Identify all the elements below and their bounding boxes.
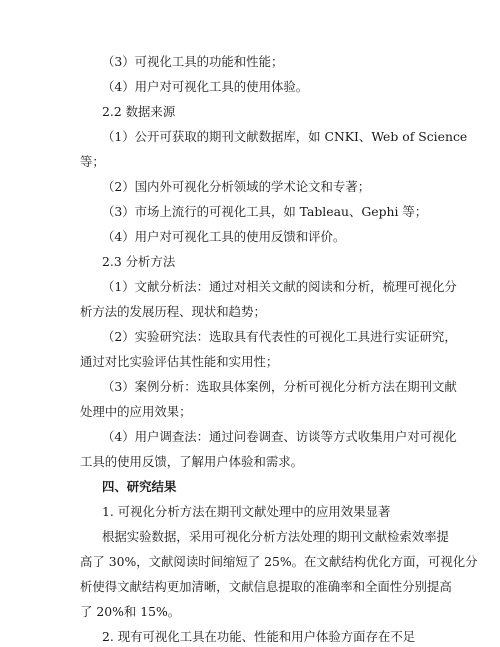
paragraph-line-2: 高了 30%，文献阅读时间缩短了 25%。在文献结构优化方面，可视化分	[80, 554, 478, 569]
text-line-22: 了 20%和 15%。	[80, 604, 181, 619]
paragraph-line-1: 根据实验数据，采用可视化分析方法处理的期刊文献检索效率提	[102, 529, 449, 544]
list-item-experiment-cont: 通过对比实验评估其性能和实用性；	[80, 354, 279, 369]
list-item-feedback: （4）用户对可视化工具的使用反馈和评价。	[102, 229, 346, 244]
list-item-papers: （2）国内外可视化分析领域的学术论文和专著；	[102, 179, 371, 194]
list-item-case-study: （3）案例分析：选取具体案例，分析可视化分析方法在期刊文献	[102, 379, 457, 394]
list-item-user-experience: （4）用户对可视化工具的使用体验。	[102, 79, 309, 94]
result-heading-1: 1. 可视化分析方法在期刊文献处理中的应用效果显著	[102, 504, 391, 519]
list-item-survey: （4）用户调查法：通过问卷调查、访谈等方式收集用户对可视化	[102, 429, 457, 444]
list-item-case-study-cont: 处理中的应用效果；	[80, 404, 192, 419]
list-item-literature-analysis-cont: 析方法的发展历程、现状和趋势；	[80, 304, 266, 319]
section-heading-data-source: 2.2 数据来源	[102, 104, 176, 119]
list-item-databases-cont: 等；	[80, 154, 105, 169]
text-line-21: 析使得文献结构更加清晰，文献信息提取的准确率和全面性分别提高	[80, 579, 452, 594]
list-item-databases: （1）公开可获取的期刊文献数据库，如 CNKI、Web of Science	[102, 129, 468, 144]
list-item-literature-analysis: （1）文献分析法：通过对相关文献的阅读和分析，梳理可视化分	[102, 279, 457, 294]
list-item-function-performance: （3）可视化工具的功能和性能；	[102, 54, 284, 69]
list-item-experiment: （2）实验研究法：选取具有代表性的可视化工具进行实证研究，	[102, 329, 457, 344]
section-heading-results: 四、研究结果	[102, 479, 177, 494]
text-line-23: 2. 现有可视化工具在功能、性能和用户体验方面存在不足	[102, 629, 416, 644]
section-heading-methods: 2.3 分析方法	[102, 254, 176, 269]
list-item-survey-cont: 工具的使用反馈，了解用户体验和需求。	[80, 454, 304, 469]
list-item-tools: （3）市场上流行的可视化工具，如 Tableau、Gephi 等；	[102, 204, 428, 219]
